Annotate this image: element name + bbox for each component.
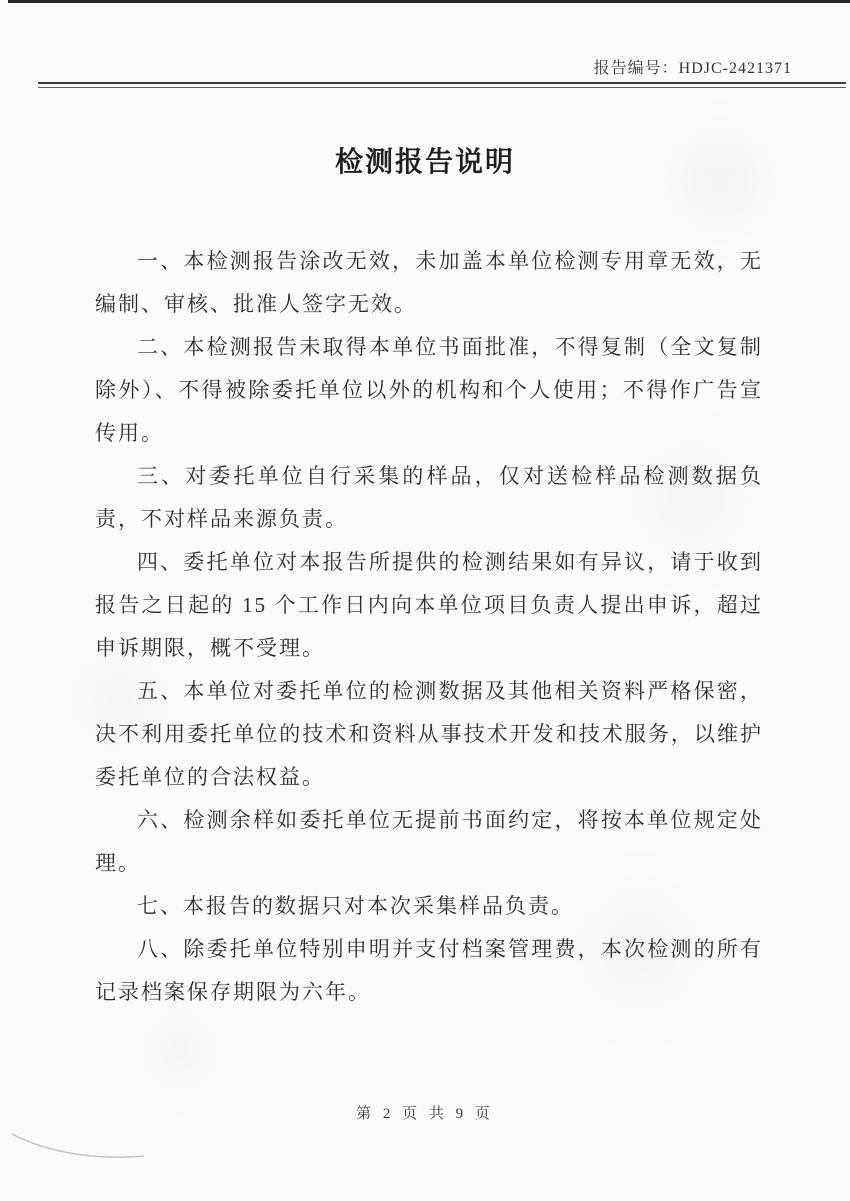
report-number — [594, 55, 792, 78]
paragraph-7: 七、本报告的数据只对本次采集样品负责。 — [137, 894, 574, 918]
paragraph-8: 八、除委托单位特别申明并支付档案管理费，本次检测的所有记录档案保存期限为六年。 — [95, 937, 763, 1004]
scan-curve-artifact — [10, 1128, 150, 1164]
header-divider-rule — [38, 82, 846, 88]
report-number-label: 报告编号： — [593, 60, 679, 77]
paragraph-2: 二、本检测报告未取得本单位书面批准，不得复制（全文复制除外）、不得被除委托单位以外的机构和个人使用；不得作广告宣传用。 — [95, 335, 763, 445]
report-number-value: HDJC-2421371 — [678, 60, 792, 77]
paragraph-1: 一、本检测报告涂改无效，未加盖本单位检测专用章无效，无编制、审核、批准人签字无效。 — [95, 249, 763, 316]
paragraph-3: 三、对委托单位自行采集的样品，仅对送检样品检测数据负责，不对样品来源负责。 — [95, 464, 763, 531]
scan-top-edge-artifact — [8, 0, 850, 3]
page-number-footer: 第 2 页 共 9 页 — [356, 1106, 494, 1122]
paragraph-5: 五、本单位对委托单位的检测数据及其他相关资料严格保密，决不利用委托单位的技术和资料从事技术开发和技术服务，以维护委托单位的合法权益。 — [95, 679, 763, 789]
page-title: 检测报告说明 — [334, 147, 515, 178]
paragraph-6: 六、检测余样如委托单位无提前书面约定，将按本单位规定处理。 — [95, 808, 763, 875]
paragraph-4: 四、委托单位对本报告所提供的检测结果如有异议，请于收到报告之日起的 15 个工作日内向本单位项目负责人提出申诉，超过申诉期限，概不受理。 — [95, 550, 763, 660]
document-body — [95, 240, 763, 1014]
